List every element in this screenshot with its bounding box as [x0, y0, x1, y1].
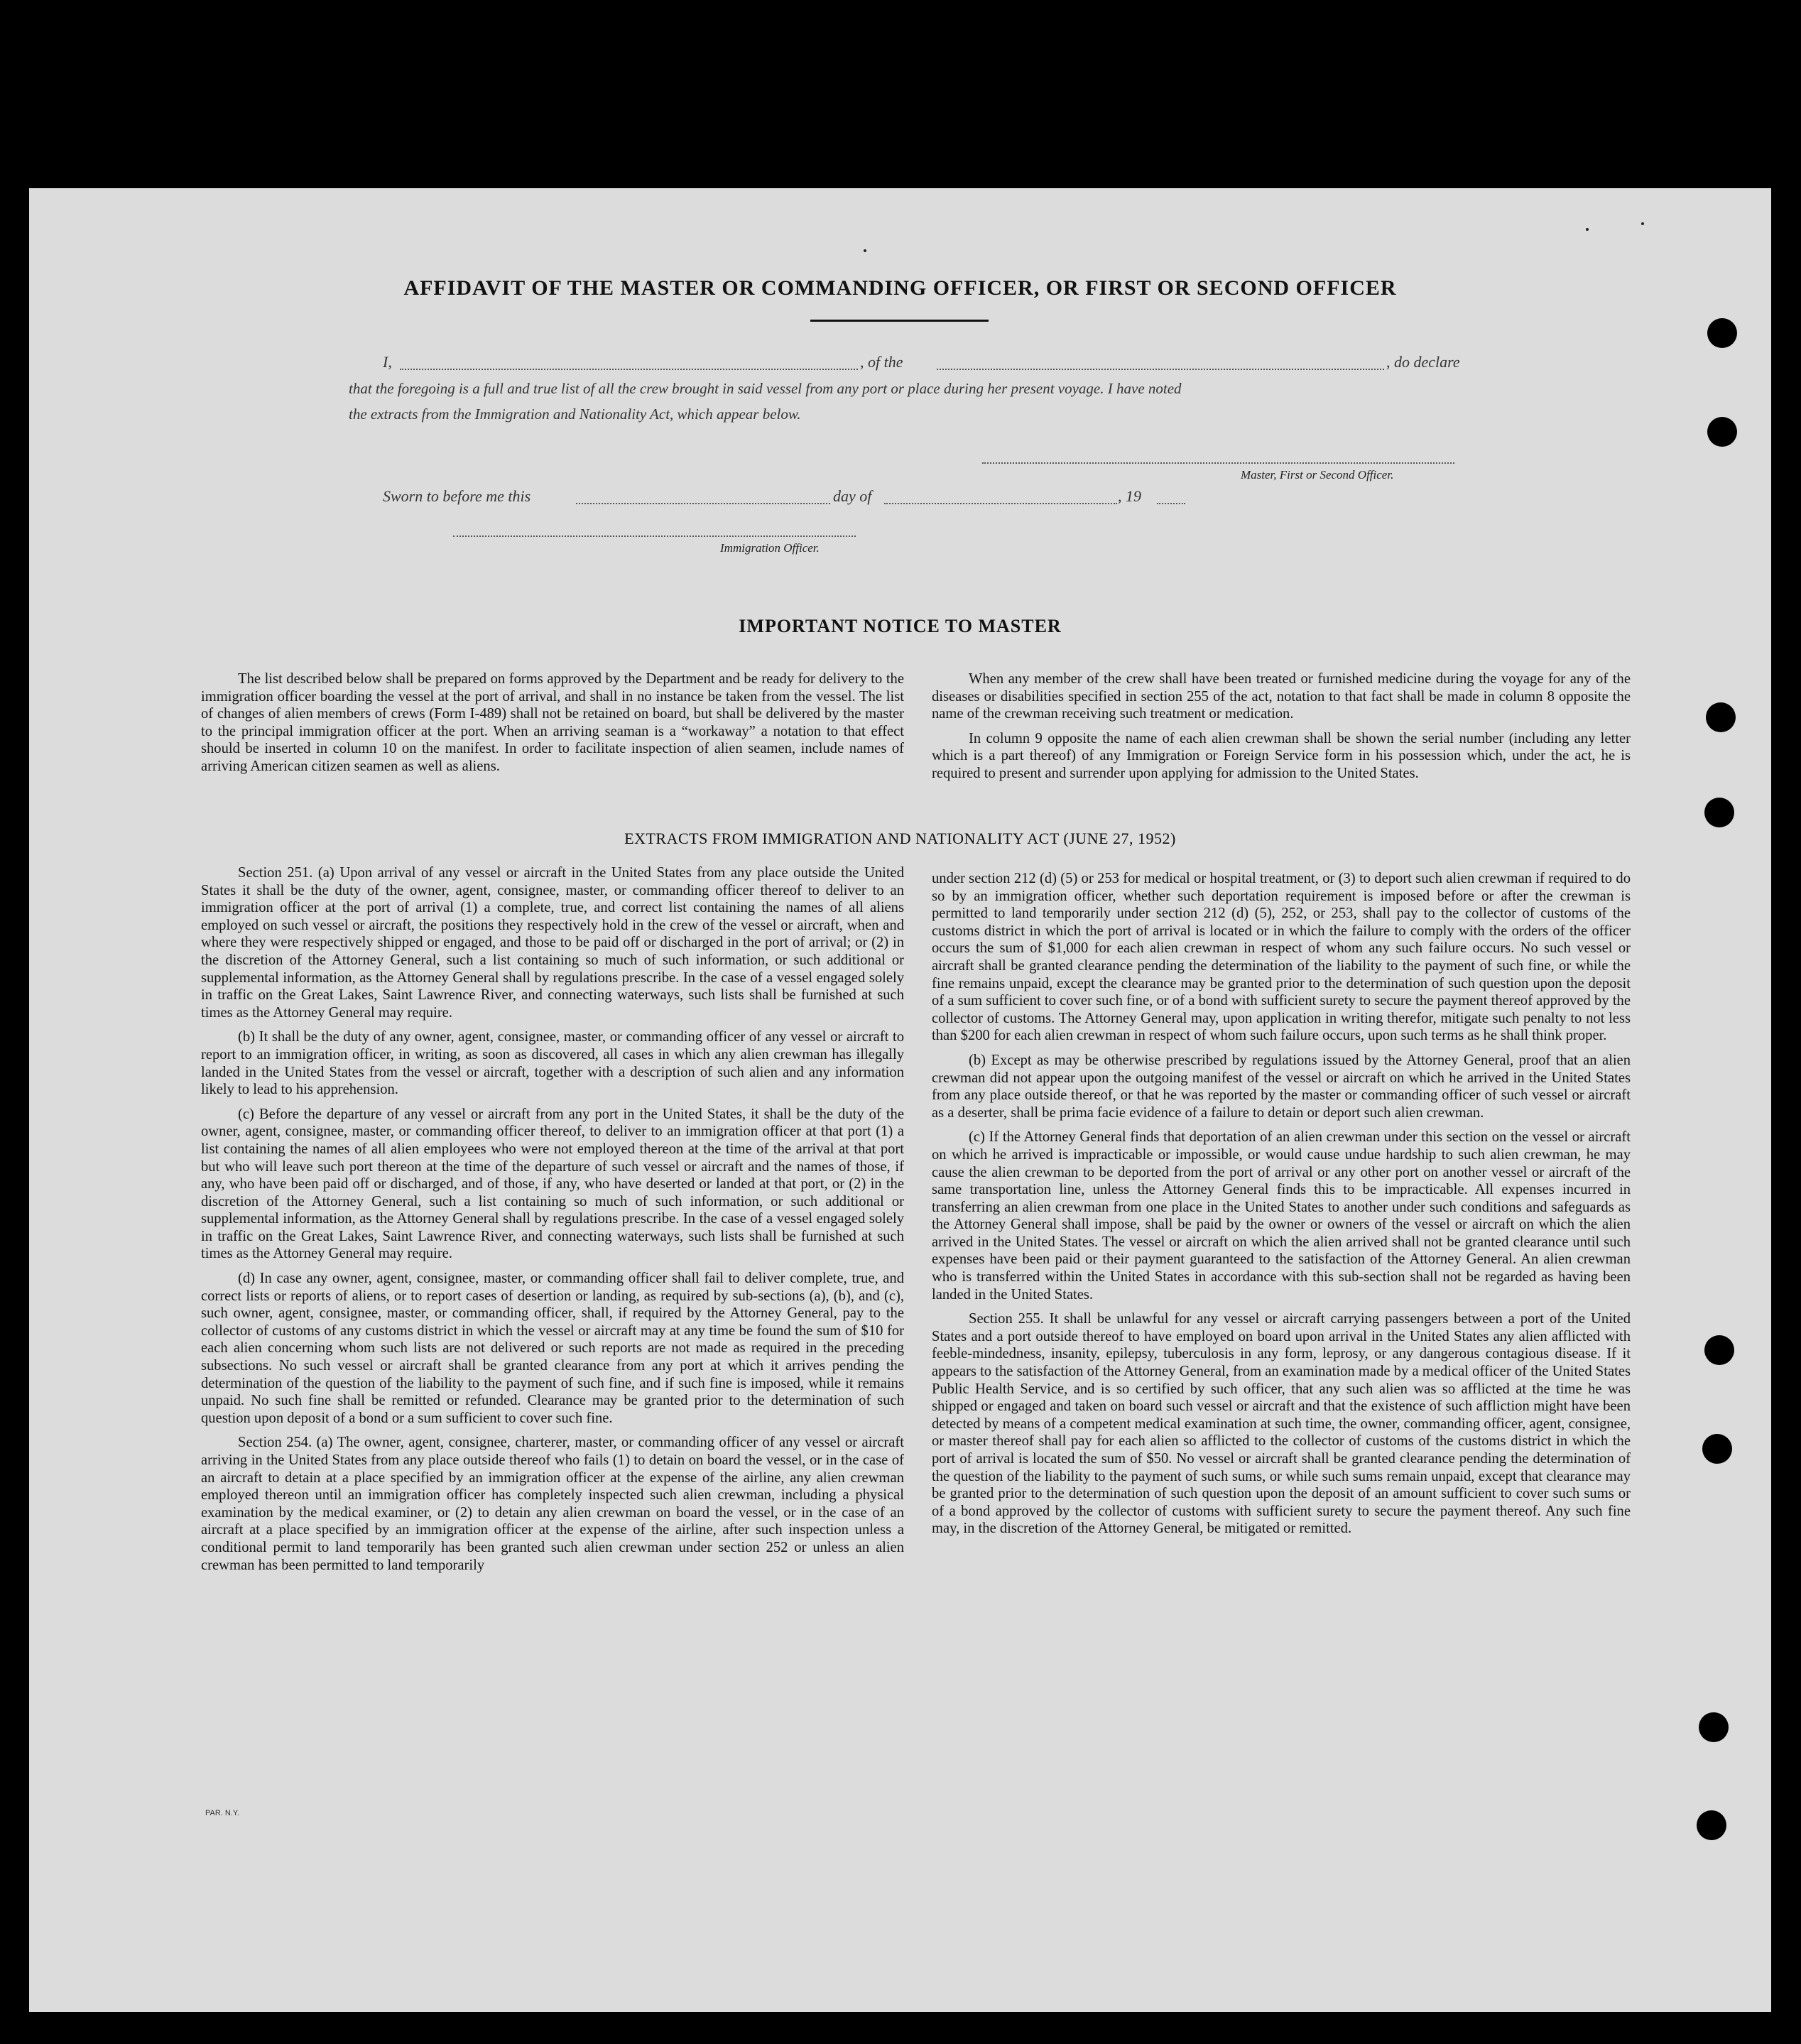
name-blank[interactable] [400, 369, 858, 370]
paper-speck [1586, 228, 1589, 231]
year-label: , 19 [1118, 487, 1141, 505]
declaration-i-label: I, [383, 353, 392, 371]
master-signature-blank[interactable] [982, 462, 1454, 464]
extract-section-251-c: (c) Before the departure of any vessel or aircraft from any port in the United States, it shall be the duty of the owner, agent, consignee, master, or commanding officer thereof, to deliver to an immigration officer at that port (1) a list containing the names of all alien employees who were not employed thereon at the time of the arrival at that port but who will leave such port thereon at the time of the departure of such vessel or aircraft and the names of those, if any, who have been paid off or discharged, and of those, if any, who have deserted or landed at that port, or (2) in the discretion of the Attorney General, such a list containing so much of such information, or such additional or supplemental information, as the Attorney General shall by regulations prescribe. In the case of a vessel engaged solely in traffic on the Great Lakes, Saint Lawrence River, and connecting waterways, such lists shall be furnished at such times as the Attorney General may require. [201, 1106, 904, 1262]
extracts-heading: EXTRACTS FROM IMMIGRATION AND NATIONALITY ACT (JUNE 27, 1952) [624, 830, 1176, 847]
master-signature-caption: Master, First or Second Officer. [1241, 468, 1394, 482]
notice-left-paragraph: The list described below shall be prepared on forms approved by the Department and be ready for delivery to the immigration officer boarding the vessel at the port of arrival, and shall in no instance be taken from the vessel. The list of changes of alien members of crews (Form I-489) shall not be retained on board, but shall be delivered by the master to the principal immigration officer at the port. When an arriving seaman is a “workaway” a notation to that effect should be inserted in column 10 on the manifest. In order to facilitate inspection of alien seamen, include names of arriving American citizen seamen as well as aliens. [201, 671, 904, 774]
vessel-blank[interactable] [937, 369, 1384, 370]
notice-right-column [932, 670, 1631, 790]
punch-hole [1706, 702, 1736, 732]
extracts-right-column [932, 870, 1631, 1545]
punch-hole [1707, 417, 1737, 447]
sworn-label: Sworn to before me this [383, 487, 531, 505]
declaration-of-the-label: , of the [860, 353, 903, 371]
extract-section-255: Section 255. It shall be unlawful for any vessel or aircraft carrying passengers between a port of the United States and a port outside thereof to have employed on board upon arrival in the United States any alien afflicted with feeble-mindedness, insanity, epilepsy, tuberculosis in any form, leprosy, or any dangerous contagious disease. If it appears to the satisfaction of the Attorney General, from an examination made by a medical officer of the United States Public Health Service, and is so certified by such officer, that any such alien was so afflicted at the time he was shipped or engaged and taken on board such vessel or aircraft and that the existence of such affliction might have been detected by means of a competent medical examination at such time, the owner, commanding officer, agent, consignee, or master thereof shall pay for each alien so afflicted to the collector of customs of the customs district in which the port of arrival is located the sum of $50. No vessel or aircraft shall be granted clearance pending the determination of the question of the liability to the payment of such sums, or while such sums remain unpaid, except that clearance may be granted prior to the determination of such question upon the deposit of an amount sufficient to cover such sums or of a bond approved by the collector of customs with sufficient surety to secure the payment thereof. Any such fine may, in the discretion of the Attorney General, be mitigated or remitted. [932, 1311, 1631, 1537]
punch-hole [1704, 798, 1734, 827]
paper-speck [1641, 222, 1644, 225]
extract-section-254-c: (c) If the Attorney General finds that deportation of an alien crewman under this section on the vessel or aircraft on which he arrived is impracticable or impossible, or would cause undue hardship to such alien crewman, he may cause the alien crewman to be deported from the port of arrival or any other port on another vessel or aircraft of the same transportation line, unless the Attorney General finds this to be impracticable. All expenses incurred in transferring an alien crewman from one place in the United States to another under such conditions and safeguards as the Attorney General shall impose, shall be paid by the owner or owners of the vessel or aircraft on which the alien arrived in the United States. The vessel or aircraft on which the alien arrived shall not be granted clearance until such expenses have been paid or their payment guaranteed to the satisfaction of the Attorney General. An alien crewman who is transferred within the United States in accordance with this sub-section shall not be regarded as having been landed in the United States. [932, 1129, 1631, 1303]
punch-hole [1704, 1335, 1734, 1365]
declaration-line-3: the extracts from the Immigration and Nationality Act, which appear below. [349, 406, 801, 423]
form-title: AFFIDAVIT OF THE MASTER OR COMMANDING OFFICER, OR FIRST OR SECOND OFFICER [403, 276, 1397, 300]
punch-hole [1697, 1810, 1726, 1840]
form-page [29, 188, 1771, 2012]
officer-signature-caption: Immigration Officer. [720, 541, 820, 555]
notice-heading: IMPORTANT NOTICE TO MASTER [739, 616, 1062, 636]
extract-section-251-b: (b) It shall be the duty of any owner, agent, consignee, master, or commanding officer of any vessel or aircraft to report to an immigration officer, in writing, as soon as discovered, all cases in which any alien crewman has illegally landed in the United States from the vessel or aircraft, together with a description of such alien and any information likely to lead to his apprehension. [201, 1029, 904, 1098]
sworn-year-blank[interactable] [1157, 503, 1185, 504]
notice-right-paragraph-1: When any member of the crew shall have been treated or furnished medicine during the voyage for any of the diseases or disabilities specified in section 255 of the act, notation to that fact shall be made in column 8 opposite the name of the crewman receiving such treatment or medication. [932, 671, 1631, 722]
extract-section-254-b: (b) Except as may be otherwise prescribed by regulations issued by the Attorney General, proof that an alien crewman did not appear upon the outgoing manifest of the vessel or aircraft on which he arrived in the United States from any place outside thereof, or that he was reported by the master or commanding officer of such vessel or aircraft as a deserter, shall be prima facie evidence of a failure to detain or deport such alien crewman. [932, 1052, 1631, 1121]
extract-section-254-a: Section 254. (a) The owner, agent, consignee, charterer, master, or commanding officer of any vessel or aircraft arriving in the United States from any place outside thereof who fails (1) to detain on board the vessel, or in the case of an aircraft to detain at a place specified by an immigration officer at the expense of the airline, any alien crewman employed thereon until an immigration officer has completely inspected such alien crewman, including a physical examination by the medical examiner, or (2) to detain any alien crewman on board the vessel, or in the case of an aircraft at a place specified by an immigration officer at the expense of the airline, after such inspection unless a conditional permit to land temporarily has been granted such alien crewman under section 252 or unless an alien crewman has been permitted to land temporarily [201, 1435, 904, 1573]
day-of-label: day of [833, 487, 872, 505]
declaration-do-declare-label: , do declare [1386, 353, 1460, 371]
sworn-day-blank[interactable] [576, 503, 830, 504]
notice-left-column [201, 670, 904, 783]
printer-mark: PAR. N.Y. [205, 1809, 239, 1817]
title-underline [810, 320, 989, 322]
paper-speck [864, 249, 866, 252]
extract-section-251-d: (d) In case any owner, agent, consignee, master, or commanding officer shall fail to deliver complete, true, and correct lists or reports of aliens, or to report cases of desertion or landing, as required by sub-sections (a), (b), and (c), such owner, agent, consignee, master, or commanding officer, shall, if required by the Attorney General, pay to the collector of customs of any customs district in which the vessel or aircraft may at any time be found the sum of $10 for each alien concerning whom such lists are not delivered or such reports are not made as required in the preceding subsections. No such vessel or aircraft shall be granted clearance from any port at which it arrives pending the determination of the question of the liability to the payment of such fine, and if such fine is imposed, while it remains unpaid. No such fine shall be remitted or refunded. Clearance may be granted prior to the determination of such question upon deposit of a bond or a sum sufficient to cover such fine. [201, 1271, 904, 1426]
extract-section-251-a: Section 251. (a) Upon arrival of any vessel or aircraft in the United States from any place outside the United States it shall be the duty of the owner, agent, consignee, master, or commanding officer thereof to deliver to an immigration officer at the port of arrival (1) a complete, true, and correct list containing the names of all aliens employed on such vessel or aircraft, the positions they respectively hold in the crew of the vessel or aircraft, when and where they were respectively shipped or engaged, and those to be paid off or discharged in the port of arrival; or (2) in the discretion of the Attorney General, such a list containing so much of such information, or such additional or supplemental information, as the Attorney General shall by regulations prescribe. In the case of a vessel engaged solely in traffic on the Great Lakes, Saint Lawrence River, and connecting waterways, such lists shall be furnished at such times as the Attorney General may require. [201, 865, 904, 1021]
extracts-left-column [201, 864, 904, 1581]
punch-hole [1699, 1712, 1729, 1742]
declaration-line-2: that the foregoing is a full and true list of all the crew brought in said vessel from any port or place during her present voyage. I have noted [349, 380, 1182, 397]
punch-hole [1707, 318, 1737, 348]
extract-section-254-a-continued: under section 212 (d) (5) or 253 for medical or hospital treatment, or (3) to deport such alien crewman if required to do so by an immigration officer, whether such deportation requirement is imposed before or after the crewman is permitted to land temporarily under section 212 (d) (5), 252, or 253, shall pay to the collector of customs of the customs district in which the port of arrival is located or in which the failure to comply with the orders of the officer occurs the sum of $1,000 for each alien crewman in respect of whom any such failure occurs. No such vessel or aircraft shall be granted clearance pending the determination of the liability to the payment of such fine, or while the fine remains unpaid, except the clearance may be granted prior to the determination of such question upon the deposit of a sum sufficient to cover such fine, or of a bond with sufficient surety to secure the payment thereof approved by the collector of customs. The Attorney General may, upon application in writing therefor, mitigate such penalty to not less than $200 for each alien crewman in respect of whom such failure occurs, upon such terms as he shall think proper. [932, 871, 1631, 1044]
officer-signature-blank[interactable] [453, 536, 856, 537]
notice-right-paragraph-2: In column 9 opposite the name of each alien crewman shall be shown the serial number (including any letter which is a part thereof) of any Immigration or Foreign Service form in his possession which, under the act, he is required to present and surrender upon applying for admission to the United States. [932, 730, 1631, 781]
sworn-month-blank[interactable] [884, 503, 1117, 504]
punch-hole [1702, 1434, 1732, 1464]
